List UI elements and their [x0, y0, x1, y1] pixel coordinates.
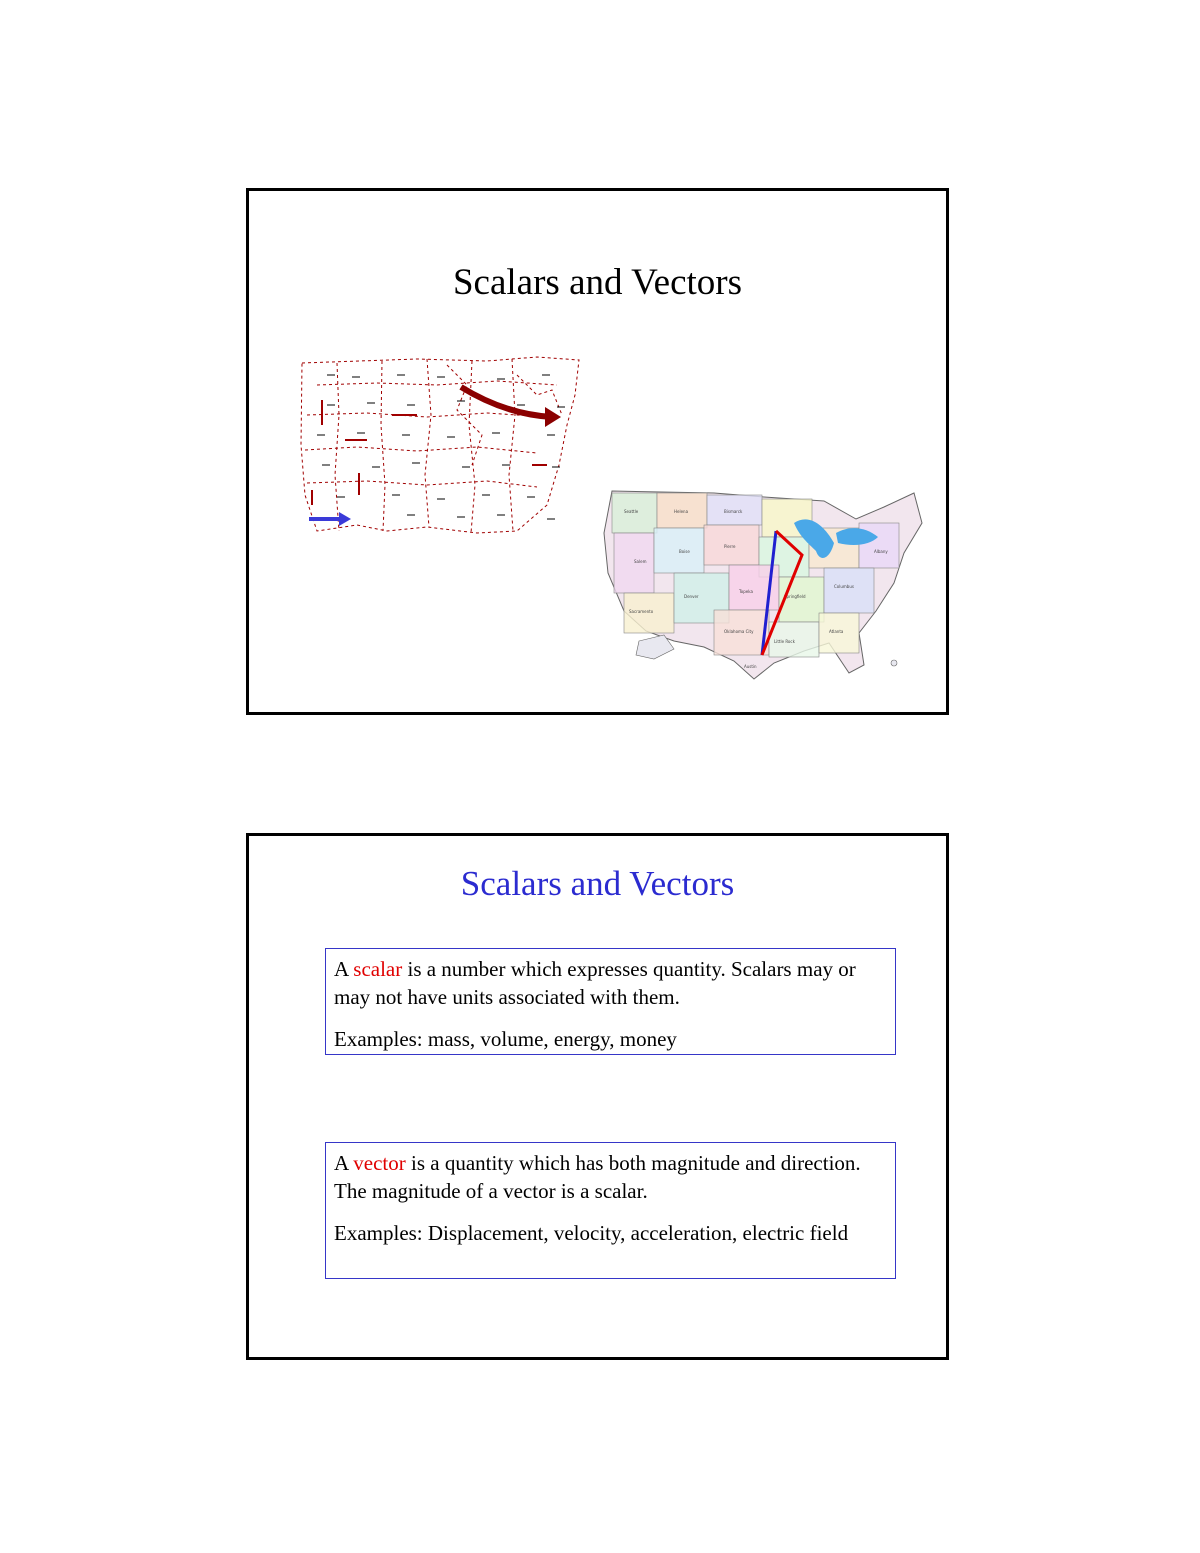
scalar-term: scalar [353, 957, 403, 981]
vector-term: vector [353, 1151, 406, 1175]
svg-text:Oklahoma City: Oklahoma City [724, 629, 754, 634]
slide-title: Scalars and Vectors [460, 864, 735, 903]
svg-text:Sacramento: Sacramento [629, 609, 654, 614]
scalar-definition: A scalar is a number which expresses quantity. Scalars may or may not have units associated with them. [334, 957, 856, 1009]
scalar-definition-box [325, 948, 896, 1055]
svg-text:Atlanta: Atlanta [829, 629, 844, 634]
svg-text:Bismarck: Bismarck [724, 509, 743, 514]
svg-text:Springfield: Springfield [784, 594, 806, 599]
svg-text:Pierre: Pierre [724, 544, 736, 549]
svg-text:Albany: Albany [874, 549, 888, 554]
svg-text:Seattle: Seattle [624, 509, 639, 514]
us-political-map [594, 483, 924, 683]
svg-text:Topeka: Topeka [739, 589, 753, 594]
scalar-examples: Examples: mass, volume, energy, money [334, 1027, 677, 1051]
vector-examples: Examples: Displacement, velocity, acceleration, electric field [334, 1221, 849, 1245]
slide-title: Scalars and Vectors [452, 262, 743, 303]
svg-text:Austin: Austin [744, 664, 757, 669]
svg-text:Denver: Denver [684, 594, 699, 599]
slide-2 [246, 833, 949, 1360]
slide-1 [246, 188, 949, 715]
svg-text:Salem: Salem [634, 559, 647, 564]
vector-definition-box [325, 1142, 896, 1279]
svg-text:Little Rock: Little Rock [774, 639, 795, 644]
vector-definition: A vector is a quantity which has both magnitude and direction. The magnitude of a vector is a scalar. [334, 1151, 861, 1203]
svg-text:Columbus: Columbus [834, 584, 854, 589]
wind-vector-map [297, 355, 581, 535]
svg-text:Helena: Helena [674, 509, 689, 514]
svg-text:Boise: Boise [679, 549, 690, 554]
